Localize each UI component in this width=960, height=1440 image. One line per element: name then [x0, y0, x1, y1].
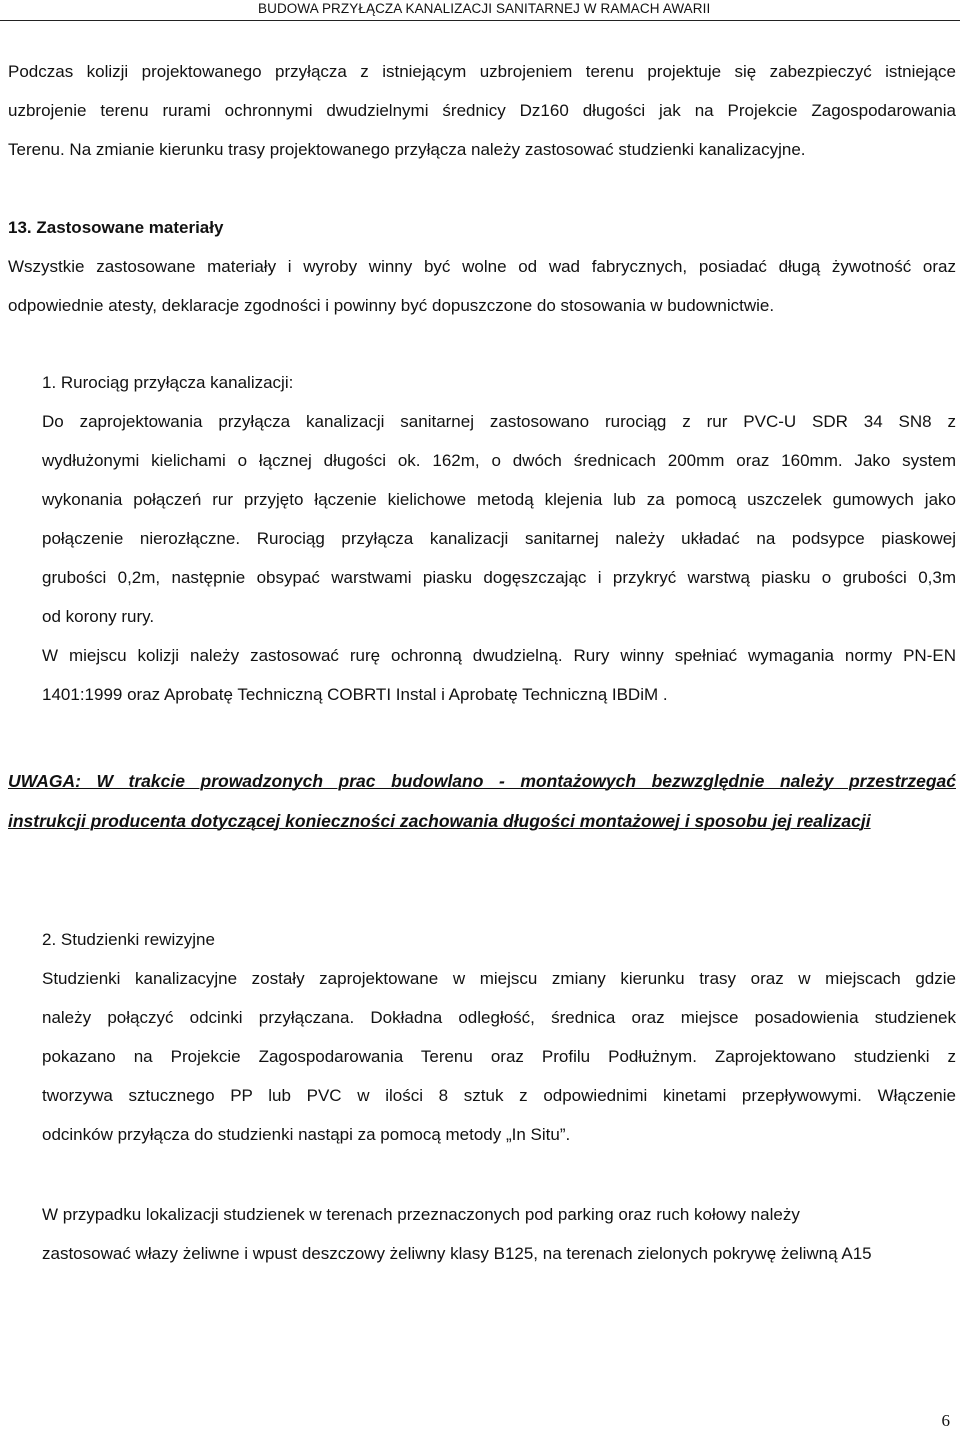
section-13: [8, 208, 956, 325]
text-line: pokazano na Projekcie Zagospodarowania Terenu oraz Profilu Podłużnym. Zaprojektowano studzienki z: [42, 1047, 956, 1066]
intro-paragraph: [8, 52, 956, 169]
text-line: połączenie nierozłączne. Rurociąg przyłącza kanalizacji sanitarnej należy układać na podsypce piaskowej: [42, 529, 956, 548]
section-pipeline: [42, 363, 956, 714]
text-line: od korony rury.: [42, 607, 155, 626]
text-line: Podczas kolizji projektowanego przyłącza z istniejącym uzbrojeniem terenu projektuje się zabezpieczyć istniejące: [8, 62, 956, 81]
text-line: Terenu. Na zmianie kierunku trasy projektowanego przyłącza należy zastosować studzienki kanalizacyjne.: [8, 140, 806, 159]
text-line: Do zaprojektowania przyłącza kanalizacji sanitarnej zastosowano rurociąg z rur PVC-U SDR 34 SN8 z: [42, 412, 956, 431]
item-heading: 2. Studzienki rewizyjne: [42, 930, 215, 949]
warning-line: instrukcji producenta dotyczącej konieczności zachowania długości montażowej i sposobu jej realizacji: [8, 811, 871, 831]
text-line: 1401:1999 oraz Aprobatę Techniczną COBRTI Instal i Aprobatę Techniczną IBDiM .: [42, 685, 668, 704]
text-line: grubości 0,2m, następnie obsypać warstwami piasku dogęszczając i przykryć warstwą piasku o grubości 0,3m: [42, 568, 956, 587]
text-line: wydłużonymi kielichami o łącznej długości ok. 162m, o dwóch średnicach 200mm oraz 160mm. Jako system: [42, 451, 956, 470]
text-line: wykonania połączeń rur przyjęto łączenie kielichowe metodą klejenia lub za pomocą uszczelek gumowych jako: [42, 490, 956, 509]
text-line: zastosować włazy żeliwne i wpust deszczowy żeliwny klasy B125, na terenach zielonych pokrywę żeliwną A15: [42, 1244, 872, 1263]
header-title: BUDOWA PRZYŁĄCZA KANALIZACJI SANITARNEJ W RAMACH AWARII: [258, 1, 711, 16]
parking-paragraph: [42, 1195, 956, 1273]
text-line: W miejscu kolizji należy zastosować rurę ochronną dwudzielną. Rury winny spełniać wymagania normy PN-EN: [42, 646, 956, 665]
text-line: odcinków przyłącza do studzienki nastąpi za pomocą metody „In Situ”.: [42, 1125, 571, 1144]
warning-note: [8, 761, 956, 841]
header-divider: [0, 20, 960, 21]
page-number: 6: [941, 1411, 950, 1430]
text-line: Studzienki kanalizacyjne zostały zaprojektowane w miejscu zmiany kierunku trasy oraz w miejscach gdzie: [42, 969, 956, 988]
text-line: Wszystkie zastosowane materiały i wyroby winny być wolne od wad fabrycznych, posiadać długą żywotność oraz: [8, 257, 956, 276]
running-header: [0, 0, 960, 18]
text-line: tworzywa sztucznego PP lub PVC w ilości 8 sztuk z odpowiednimi kinetami przepływowymi. Włączenie: [42, 1086, 956, 1105]
text-line: uzbrojenie terenu rurami ochronnymi dwudzielnymi średnicy Dz160 długości jak na Projekcie Zagospodarowania: [8, 101, 956, 120]
text-line: odpowiednie atesty, deklaracje zgodności i powinny być dopuszczone do stosowania w budownictwie.: [8, 296, 775, 315]
text-line: należy połączyć odcinki przyłączana. Dokładna odległość, średnica oraz miejsce posadowienia studzienek: [42, 1008, 956, 1027]
section-heading: 13. Zastosowane materiały: [8, 218, 224, 237]
item-heading: 1. Rurociąg przyłącza kanalizacji:: [42, 373, 294, 392]
text-line: W przypadku lokalizacji studzienek w terenach przeznaczonych pod parking oraz ruch kołowy należy: [42, 1205, 800, 1224]
warning-line: UWAGA: W trakcie prowadzonych prac budowlano - montażowych bezwzględnie należy przestrzegać: [8, 771, 956, 791]
section-manholes: [42, 920, 956, 1154]
